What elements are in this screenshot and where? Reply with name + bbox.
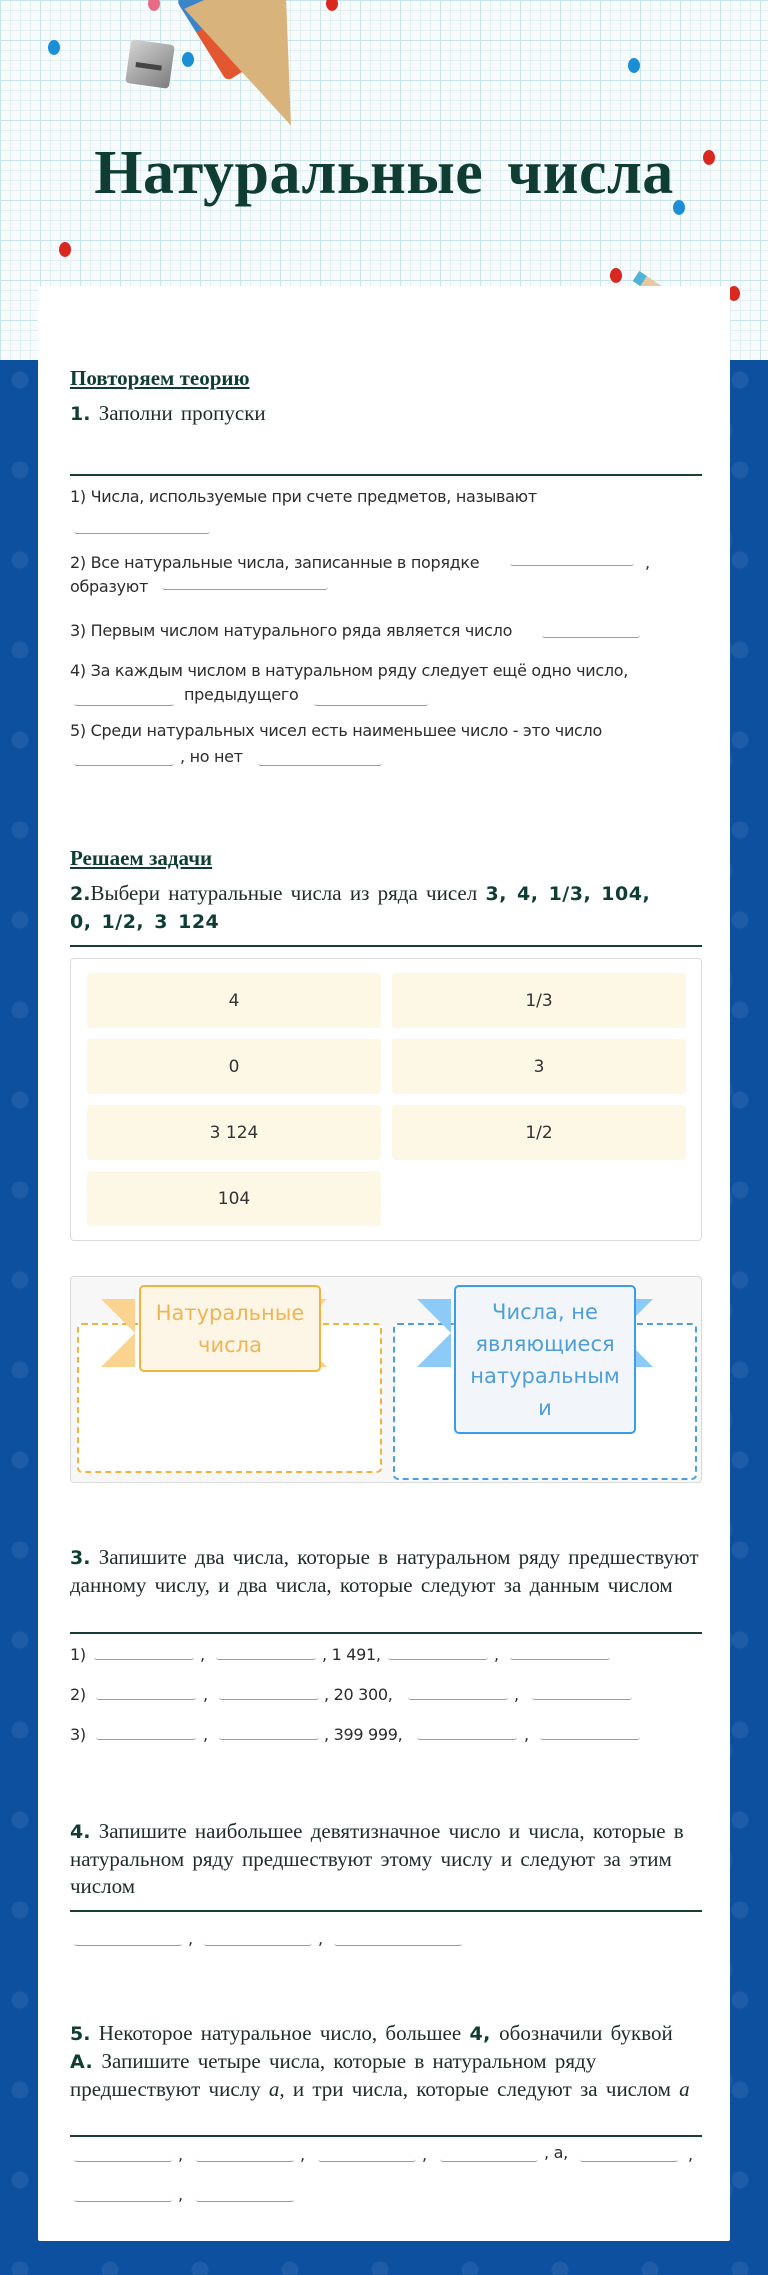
row-label: 3) bbox=[70, 1725, 86, 1744]
center-value: , a, bbox=[544, 2143, 568, 2162]
answer-blank-input[interactable] bbox=[216, 1646, 316, 1660]
comma-text: , bbox=[688, 2145, 693, 2164]
choice-chip[interactable]: 1/2 bbox=[392, 1105, 686, 1160]
comma-text: , bbox=[200, 1645, 205, 1664]
comma-text: , bbox=[188, 1929, 193, 1948]
comma-text: , bbox=[422, 2145, 427, 2164]
question-3 bbox=[70, 620, 512, 642]
question-text: 3) Первым числом натурального ряда является число bbox=[70, 621, 513, 640]
page-title: Натуральные числа bbox=[94, 139, 674, 207]
number-inline: 4, bbox=[469, 2023, 491, 2045]
task-text: Заполни пропуски bbox=[98, 401, 266, 425]
question-2 bbox=[70, 552, 479, 574]
variable-a: a, bbox=[268, 2077, 285, 2101]
answer-blank-input[interactable] bbox=[162, 576, 328, 590]
comma-text: , bbox=[178, 2145, 183, 2164]
answer-blank-input[interactable] bbox=[74, 752, 174, 766]
task-text: Запишите наибольшее девятизначное число и числа, которые в натуральном ряду предшествуют этому числу и следуют за этим числом bbox=[70, 1819, 684, 1898]
choice-chip[interactable]: 0 bbox=[87, 1039, 381, 1094]
question-4 bbox=[70, 660, 628, 682]
choice-chip[interactable]: 4 bbox=[87, 973, 381, 1028]
answer-blank-input[interactable] bbox=[74, 2188, 172, 2202]
task-text: и три числа, которые следуют за числом bbox=[292, 2077, 671, 2101]
task-text: Запишите четыре числа, которые в натуральном ряду предшествуют числу bbox=[70, 2049, 597, 2101]
task-text: Некоторое натуральное число, большее bbox=[98, 2021, 462, 2045]
question-text: , но нет bbox=[180, 747, 243, 766]
answer-blank-input[interactable] bbox=[204, 1932, 312, 1946]
comma-text: , bbox=[203, 1725, 208, 1744]
answer-blank-input[interactable] bbox=[334, 1932, 462, 1946]
decor-dot-icon bbox=[182, 52, 194, 67]
sort-categories bbox=[70, 1276, 702, 1483]
row-label: 1) bbox=[70, 1645, 86, 1664]
divider bbox=[70, 945, 702, 947]
task-text: обозначили буквой bbox=[499, 2021, 673, 2045]
answer-blank-input[interactable] bbox=[219, 1686, 319, 1700]
answer-blank-input[interactable] bbox=[510, 1646, 610, 1660]
question-text: 1) Числа, используемые при счете предметов, называют bbox=[70, 487, 537, 506]
given-number: , 20 300, bbox=[324, 1685, 393, 1704]
divider bbox=[70, 474, 702, 476]
section-heading-theory: Повторяем теорию bbox=[70, 366, 250, 390]
comma-text: , bbox=[178, 2185, 183, 2204]
category-label-natural: Натуральные числа bbox=[139, 1285, 321, 1372]
answer-blank-input[interactable] bbox=[440, 2148, 538, 2162]
choice-chip[interactable]: 104 bbox=[87, 1171, 381, 1226]
answer-blank-input[interactable] bbox=[580, 2148, 678, 2162]
choices-pool bbox=[70, 958, 702, 1241]
ribbon-left-icon bbox=[417, 1299, 451, 1367]
decor-dot-icon bbox=[48, 40, 60, 55]
question-text: 5) Среди натуральных чисел есть наименьшее число - это число bbox=[70, 721, 602, 740]
answer-blank-input[interactable] bbox=[388, 1646, 488, 1660]
section-heading-tasks: Решаем задачи bbox=[70, 846, 213, 870]
answer-blank-input[interactable] bbox=[74, 692, 174, 706]
task-text: Выбери натуральные числа из ряда чисел bbox=[90, 881, 478, 905]
task-number: 4. bbox=[70, 1821, 91, 1843]
decor-dot-icon bbox=[610, 268, 622, 283]
choice-chip[interactable]: 3 124 bbox=[87, 1105, 381, 1160]
comma-text: , bbox=[494, 1645, 499, 1664]
sharpener-icon bbox=[125, 39, 175, 89]
question-text: образуют bbox=[70, 577, 148, 596]
given-number: , 399 999, bbox=[324, 1725, 403, 1744]
choice-chip[interactable]: 3 bbox=[392, 1039, 686, 1094]
answer-blank-input[interactable] bbox=[314, 692, 428, 706]
comma-text: , bbox=[203, 1685, 208, 1704]
divider bbox=[70, 1910, 702, 1912]
answer-blank-input[interactable] bbox=[408, 1686, 508, 1700]
decor-dot-icon bbox=[59, 242, 71, 257]
answer-blank-input[interactable] bbox=[318, 2148, 416, 2162]
number-series: 3, 4, 1/3, 104, bbox=[485, 883, 651, 905]
answer-blank-input[interactable] bbox=[417, 1726, 517, 1740]
task-number: 3. bbox=[70, 1547, 91, 1569]
answer-blank-input[interactable] bbox=[196, 2188, 294, 2202]
task-3-title bbox=[70, 1544, 702, 1599]
worksheet-card bbox=[38, 286, 730, 2241]
task-number: 5. bbox=[70, 2023, 91, 2045]
answer-blank-input[interactable] bbox=[74, 520, 210, 534]
answer-blank-input[interactable] bbox=[532, 1686, 632, 1700]
variable-a: a bbox=[679, 2077, 690, 2101]
letter-inline: A. bbox=[70, 2051, 94, 2073]
question-2-cont bbox=[70, 576, 148, 598]
comma-text: , bbox=[645, 553, 650, 572]
task-text: Запишите два числа, которые в натуральном ряду предшествуют данному числу, и два числа, которые следуют за данным числом bbox=[70, 1545, 699, 1597]
comma-text: , bbox=[514, 1685, 519, 1704]
comma-text: , bbox=[318, 1929, 323, 1948]
divider bbox=[70, 1632, 702, 1634]
answer-blank-input[interactable] bbox=[94, 1646, 194, 1660]
task-4-title bbox=[70, 1818, 702, 1900]
question-1 bbox=[70, 486, 537, 508]
answer-blank-input[interactable] bbox=[96, 1686, 196, 1700]
category-label-non-natural: Числа, не являющиеся натуральным и bbox=[454, 1285, 636, 1434]
question-text: предыдущего bbox=[184, 685, 299, 704]
question-text: 4) За каждым числом в натуральном ряду следует ещё одно число, bbox=[70, 661, 629, 680]
answer-blank-input[interactable] bbox=[96, 1726, 196, 1740]
task-number: 1. bbox=[70, 403, 91, 425]
choice-chip[interactable]: 1/3 bbox=[392, 973, 686, 1028]
answer-blank-input[interactable] bbox=[74, 1932, 182, 1946]
answer-blank-input[interactable] bbox=[258, 752, 382, 766]
task-number: 2. bbox=[70, 883, 91, 905]
answer-blank-input[interactable] bbox=[542, 624, 640, 638]
answer-blank-input[interactable] bbox=[219, 1726, 319, 1740]
divider bbox=[70, 2135, 702, 2137]
decor-dot-icon bbox=[628, 58, 640, 73]
answer-blank-input[interactable] bbox=[510, 552, 634, 566]
answer-blank-input[interactable] bbox=[540, 1726, 640, 1740]
question-5 bbox=[70, 720, 602, 742]
ribbon-left-icon bbox=[101, 1299, 135, 1367]
comma-text: , bbox=[524, 1725, 529, 1744]
answer-blank-input[interactable] bbox=[196, 2148, 294, 2162]
task-1-title bbox=[70, 400, 702, 428]
task-2-title bbox=[70, 880, 702, 936]
question-text: 2) Все натуральные числа, записанные в порядке bbox=[70, 553, 480, 572]
row-label: 2) bbox=[70, 1685, 86, 1704]
task-5-title bbox=[70, 2020, 702, 2103]
number-series: 0, 1/2, 3 124 bbox=[70, 911, 220, 933]
answer-blank-input[interactable] bbox=[74, 2148, 172, 2162]
given-number: , 1 491, bbox=[322, 1645, 381, 1664]
comma-text: , bbox=[300, 2145, 305, 2164]
